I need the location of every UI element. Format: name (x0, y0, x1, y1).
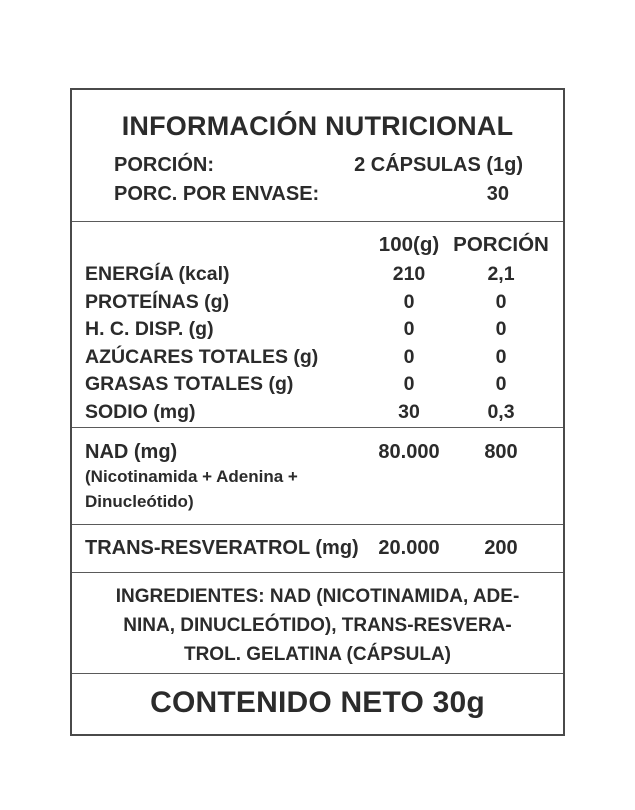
nutrient-per100: 0 (403, 290, 415, 313)
table-row-sodio (72, 399, 563, 427)
servings-per-container-label: PORC. POR ENVASE: (114, 183, 320, 205)
label-title: INFORMACIÓN NUTRICIONAL (121, 111, 514, 141)
table-row-azucares (72, 344, 563, 372)
nutrient-per100: 0 (403, 373, 415, 395)
nad-per100: 80.000 (378, 441, 440, 463)
servings-per-container-value: 30 (486, 183, 509, 205)
nutrient-per100: 0 (403, 318, 415, 340)
nutrient-portion: 2,1 (487, 263, 515, 285)
nutrient-portion: 0 (495, 290, 507, 313)
resveratrol-row (72, 525, 563, 571)
nutrient-per100: 30 (398, 400, 420, 423)
nutrient-name: PROTEÍNAS (g) (85, 290, 230, 313)
resveratrol-per100: 20.000 (378, 537, 440, 559)
nutrition-label (70, 88, 565, 736)
nad-section (72, 428, 563, 525)
table-header-per100: 100(g) (378, 233, 440, 256)
serving-row (72, 151, 563, 180)
nutrient-name: AZÚCARES TOTALES (g) (85, 345, 319, 368)
nutrient-portion: 0 (495, 318, 507, 340)
nutrient-portion: 0,3 (487, 400, 515, 423)
nutrient-portion: 0 (495, 373, 507, 395)
table-header-row (72, 229, 563, 261)
resveratrol-section (72, 525, 563, 573)
nutrient-per100: 210 (392, 263, 426, 285)
ingredients-line3: TROL. GELATINA (CÁPSULA) (183, 644, 452, 665)
nutrient-portion: 0 (495, 345, 507, 368)
serving-value: 2 CÁPSULAS (1g) (354, 154, 523, 176)
resveratrol-portion: 200 (484, 537, 518, 559)
nad-row (72, 439, 563, 465)
servings-per-container-row (72, 180, 563, 209)
table-header-portion: PORCIÓN (453, 233, 549, 256)
ingredients-section (72, 573, 563, 674)
nad-name: NAD (mg) (85, 441, 178, 463)
nutrient-name: ENERGÍA (kcal) (85, 263, 230, 285)
nutrient-name: GRASAS TOTALES (g) (85, 373, 294, 395)
net-content-section (72, 674, 563, 736)
serving-label: PORCIÓN: (114, 154, 214, 176)
table-row-grasas (72, 371, 563, 399)
nad-portion: 800 (484, 441, 518, 463)
nad-subtitle-line2: Dinucleótido) (85, 491, 194, 511)
ingredients-line2: NINA, DINUCLEÓTIDO), TRANS-RESVERA- (123, 615, 512, 636)
nutrient-name: SODIO (mg) (85, 400, 196, 423)
nutrient-per100: 0 (403, 345, 415, 368)
resveratrol-name: TRANS-RESVERATROL (mg) (85, 537, 359, 559)
table-row-energia (72, 261, 563, 289)
nad-subtitle-line1: (Nicotinamida + Adenina + (85, 467, 298, 486)
label-header-section (72, 90, 563, 222)
nutrition-table-section (72, 222, 563, 428)
nutrient-name: H. C. DISP. (g) (85, 318, 214, 340)
table-row-hc-disp (72, 316, 563, 344)
table-row-proteinas (72, 289, 563, 317)
net-content-text: CONTENIDO NETO 30g (150, 686, 485, 719)
ingredients-line1: INGREDIENTES: NAD (NICOTINAMIDA, ADE- (115, 586, 520, 607)
